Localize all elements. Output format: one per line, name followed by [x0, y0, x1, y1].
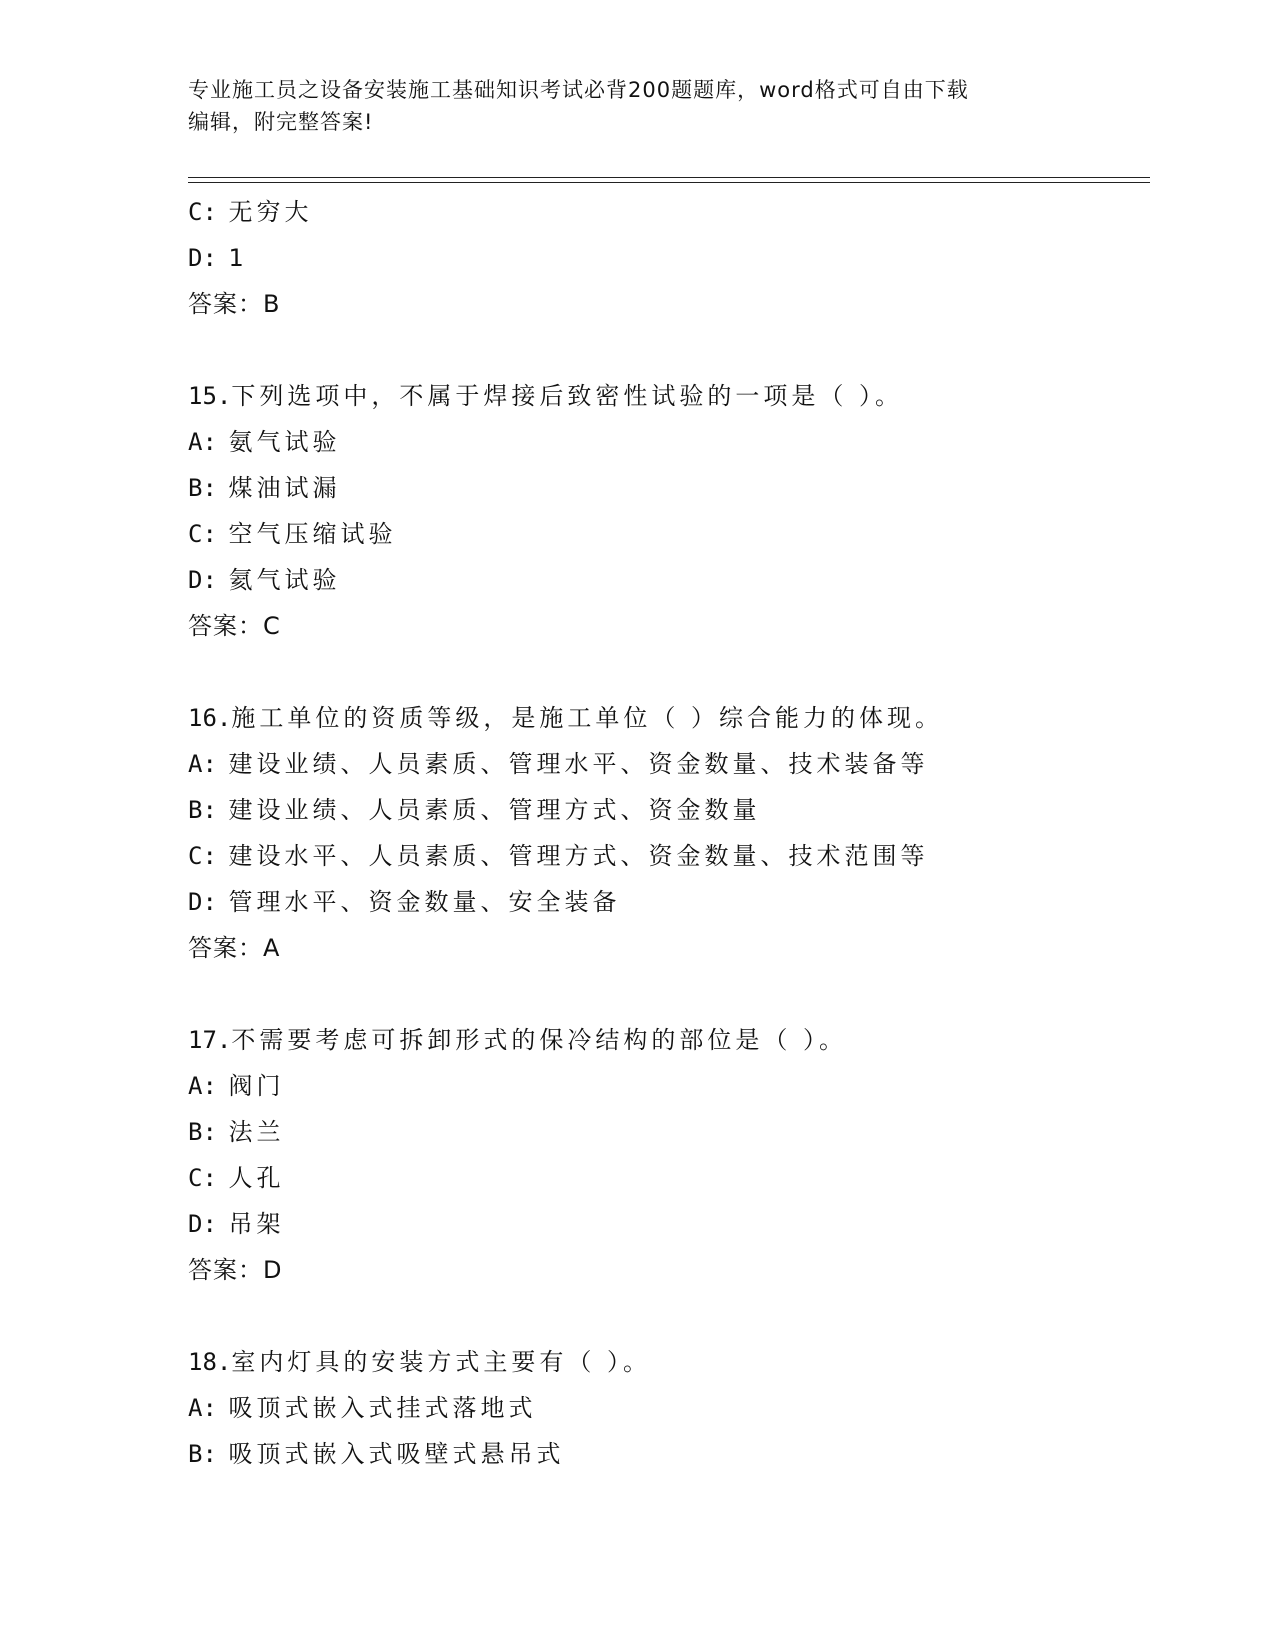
header-line-1: 专业施工员之设备安装施工基础知识考试必背200题题库，word格式可自由下载 [188, 78, 969, 102]
option-b: B: 吸顶式嵌入式吸壁式悬吊式 [188, 1440, 565, 1468]
option-c: C: 空气压缩试验 [188, 520, 397, 548]
option-b: B: 煤油试漏 [188, 474, 341, 502]
question-list [188, 189, 1148, 1477]
option-c: C: 建设水平、人员素质、管理方式、资金数量、技术范围等 [188, 842, 929, 870]
option-a: A: 吸顶式嵌入式挂式落地式 [188, 1394, 537, 1422]
option-c: C: 无穷大 [188, 198, 313, 226]
option-d: D: 1 [188, 244, 248, 272]
option-a: A: 阀门 [188, 1072, 285, 1100]
option-d: D: 管理水平、资金数量、安全装备 [188, 888, 621, 916]
option-d: D: 吊架 [188, 1210, 285, 1238]
question-15-stem: 15.下列选项中，不属于焊接后致密性试验的一项是（ ）。 [188, 382, 903, 410]
question-16-stem: 16.施工单位的资质等级，是施工单位（ ）综合能力的体现。 [188, 704, 943, 732]
header-rule-top [188, 177, 1150, 178]
document-header [188, 74, 1088, 138]
header-line-2: 编辑，附完整答案! [188, 110, 374, 134]
header-rule-bottom [188, 182, 1150, 183]
question-18-stem: 18.室内灯具的安装方式主要有（ ）。 [188, 1348, 651, 1376]
answer: 答案：D [188, 1256, 283, 1284]
option-b: B: 法兰 [188, 1118, 285, 1146]
option-b: B: 建设业绩、人员素质、管理方式、资金数量 [188, 796, 761, 824]
answer: 答案：B [188, 290, 281, 318]
option-a: A: 建设业绩、人员素质、管理水平、资金数量、技术装备等 [188, 750, 929, 778]
answer: 答案：C [188, 612, 281, 640]
option-d: D: 氦气试验 [188, 566, 341, 594]
question-17-stem: 17.不需要考虑可拆卸形式的保冷结构的部位是（ ）。 [188, 1026, 847, 1054]
answer: 答案：A [188, 934, 281, 962]
option-a: A: 氨气试验 [188, 428, 341, 456]
option-c: C: 人孔 [188, 1164, 285, 1192]
